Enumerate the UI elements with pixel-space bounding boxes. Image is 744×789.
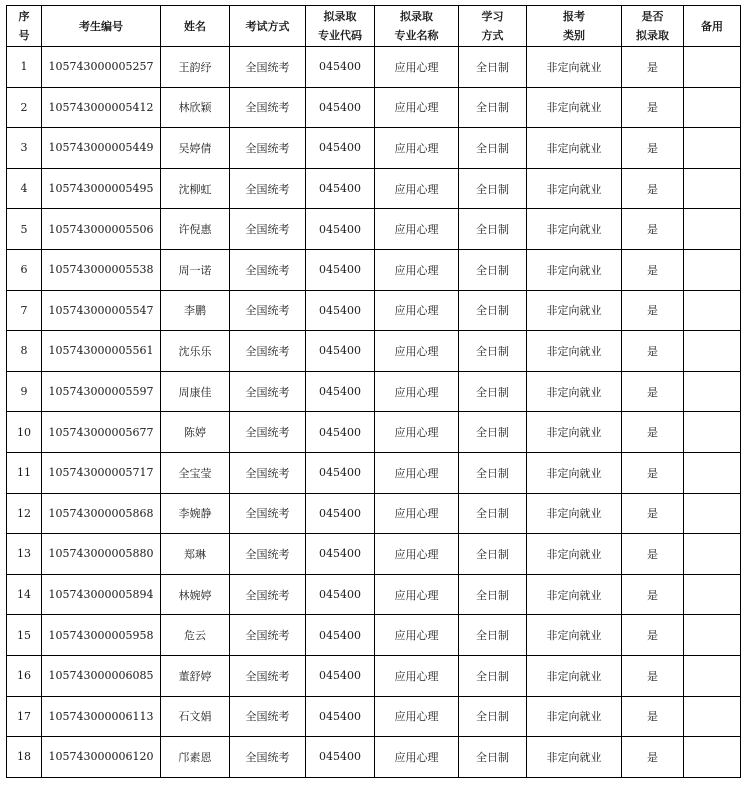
header-name <box>161 6 230 47</box>
cell-major-name: 应用心理 <box>375 128 459 169</box>
table-row <box>7 209 741 250</box>
header-remark-line: 备用 <box>701 19 723 33</box>
cell-candidate-id: 105743000005412 <box>42 87 161 128</box>
cell-admitted: 是 <box>622 574 684 615</box>
cell-admitted: 是 <box>622 128 684 169</box>
cell-candidate-id: 105743000005894 <box>42 574 161 615</box>
cell-remark <box>684 493 741 534</box>
header-major-name-line: 拟录取 <box>400 10 433 23</box>
cell-major-code: 045400 <box>306 47 375 88</box>
cell-remark <box>684 331 741 372</box>
cell-admitted: 是 <box>622 47 684 88</box>
cell-major-name: 应用心理 <box>375 47 459 88</box>
header-apply-category-line: 报考 <box>563 10 585 23</box>
cell-candidate-id: 105743000005597 <box>42 371 161 412</box>
cell-admitted: 是 <box>622 290 684 331</box>
header-seq-line: 序 <box>18 10 30 23</box>
cell-remark <box>684 412 741 453</box>
cell-name: 许倪惠 <box>161 209 230 250</box>
cell-seq: 6 <box>7 249 42 290</box>
header-remark <box>684 6 741 47</box>
cell-candidate-id: 105743000005449 <box>42 128 161 169</box>
cell-remark <box>684 371 741 412</box>
cell-study-mode: 全日制 <box>459 534 527 575</box>
cell-admitted: 是 <box>622 737 684 778</box>
cell-apply-category: 非定向就业 <box>527 249 622 290</box>
cell-seq: 5 <box>7 209 42 250</box>
cell-study-mode: 全日制 <box>459 737 527 778</box>
cell-major-code: 045400 <box>306 371 375 412</box>
header-exam-method <box>230 6 306 47</box>
cell-major-code: 045400 <box>306 290 375 331</box>
cell-remark <box>684 452 741 493</box>
cell-apply-category: 非定向就业 <box>527 655 622 696</box>
header-candidate-id-line: 考生编号 <box>79 19 123 33</box>
cell-candidate-id: 105743000005717 <box>42 452 161 493</box>
table-row <box>7 87 741 128</box>
cell-candidate-id: 105743000005506 <box>42 209 161 250</box>
cell-seq: 9 <box>7 371 42 412</box>
cell-remark <box>684 737 741 778</box>
table-row <box>7 452 741 493</box>
cell-major-code: 045400 <box>306 128 375 169</box>
cell-admitted: 是 <box>622 249 684 290</box>
cell-admitted: 是 <box>622 615 684 656</box>
cell-name: 林婉婷 <box>161 574 230 615</box>
cell-name: 吴婷倩 <box>161 128 230 169</box>
cell-seq: 8 <box>7 331 42 372</box>
cell-seq: 18 <box>7 737 42 778</box>
table-row <box>7 331 741 372</box>
cell-admitted: 是 <box>622 331 684 372</box>
table-row <box>7 615 741 656</box>
cell-major-name: 应用心理 <box>375 655 459 696</box>
header-row <box>7 6 741 47</box>
header-apply-category-line: 类别 <box>563 29 585 42</box>
cell-admitted: 是 <box>622 412 684 453</box>
cell-candidate-id: 105743000006113 <box>42 696 161 737</box>
header-name-line: 姓名 <box>184 19 206 33</box>
cell-name: 全宝莹 <box>161 452 230 493</box>
header-major-code-line: 专业代码 <box>318 29 362 42</box>
cell-study-mode: 全日制 <box>459 452 527 493</box>
cell-name: 陈婷 <box>161 412 230 453</box>
cell-apply-category: 非定向就业 <box>527 493 622 534</box>
cell-study-mode: 全日制 <box>459 168 527 209</box>
cell-exam-method: 全国统考 <box>230 249 306 290</box>
cell-candidate-id: 105743000005257 <box>42 47 161 88</box>
cell-remark <box>684 615 741 656</box>
header-admitted-line: 是否 <box>641 10 664 23</box>
cell-remark <box>684 290 741 331</box>
cell-admitted: 是 <box>622 452 684 493</box>
cell-major-name: 应用心理 <box>375 87 459 128</box>
cell-major-name: 应用心理 <box>375 290 459 331</box>
cell-exam-method: 全国统考 <box>230 574 306 615</box>
header-admitted <box>622 6 684 47</box>
cell-major-name: 应用心理 <box>375 371 459 412</box>
cell-study-mode: 全日制 <box>459 47 527 88</box>
cell-seq: 13 <box>7 534 42 575</box>
cell-exam-method: 全国统考 <box>230 615 306 656</box>
cell-seq: 3 <box>7 128 42 169</box>
cell-exam-method: 全国统考 <box>230 655 306 696</box>
cell-remark <box>684 249 741 290</box>
cell-exam-method: 全国统考 <box>230 452 306 493</box>
cell-name: 邝素恩 <box>161 737 230 778</box>
header-study-mode-line: 方式 <box>481 29 504 42</box>
table-row <box>7 249 741 290</box>
cell-candidate-id: 105743000005495 <box>42 168 161 209</box>
table-row <box>7 493 741 534</box>
cell-seq: 11 <box>7 452 42 493</box>
table-row <box>7 412 741 453</box>
cell-admitted: 是 <box>622 534 684 575</box>
admission-list-sheet <box>6 5 740 778</box>
header-candidate-id <box>42 6 161 47</box>
cell-name: 沈乐乐 <box>161 331 230 372</box>
cell-exam-method: 全国统考 <box>230 737 306 778</box>
table-row <box>7 574 741 615</box>
cell-candidate-id: 105743000005868 <box>42 493 161 534</box>
header-seq-line: 号 <box>18 29 30 42</box>
cell-seq: 7 <box>7 290 42 331</box>
cell-major-code: 045400 <box>306 615 375 656</box>
cell-major-name: 应用心理 <box>375 452 459 493</box>
cell-exam-method: 全国统考 <box>230 412 306 453</box>
cell-apply-category: 非定向就业 <box>527 209 622 250</box>
cell-admitted: 是 <box>622 655 684 696</box>
cell-name: 王韵纾 <box>161 47 230 88</box>
cell-seq: 14 <box>7 574 42 615</box>
cell-remark <box>684 534 741 575</box>
cell-candidate-id: 105743000005958 <box>42 615 161 656</box>
table-row <box>7 290 741 331</box>
cell-candidate-id: 105743000005880 <box>42 534 161 575</box>
cell-admitted: 是 <box>622 87 684 128</box>
cell-study-mode: 全日制 <box>459 331 527 372</box>
cell-apply-category: 非定向就业 <box>527 371 622 412</box>
header-exam-method-line: 考试方式 <box>245 19 290 33</box>
cell-major-code: 045400 <box>306 209 375 250</box>
header-admitted-line: 拟录取 <box>636 29 669 42</box>
cell-remark <box>684 128 741 169</box>
cell-major-code: 045400 <box>306 331 375 372</box>
cell-remark <box>684 574 741 615</box>
header-apply-category <box>527 6 622 47</box>
cell-exam-method: 全国统考 <box>230 696 306 737</box>
header-major-code-line: 拟录取 <box>323 10 357 23</box>
cell-admitted: 是 <box>622 168 684 209</box>
cell-major-code: 045400 <box>306 534 375 575</box>
cell-major-code: 045400 <box>306 249 375 290</box>
cell-remark <box>684 696 741 737</box>
cell-remark <box>684 47 741 88</box>
header-study-mode-line: 学习 <box>481 10 504 23</box>
cell-study-mode: 全日制 <box>459 290 527 331</box>
cell-study-mode: 全日制 <box>459 128 527 169</box>
cell-study-mode: 全日制 <box>459 209 527 250</box>
cell-name: 郑琳 <box>161 534 230 575</box>
cell-name: 石文娟 <box>161 696 230 737</box>
cell-exam-method: 全国统考 <box>230 209 306 250</box>
cell-name: 周康佳 <box>161 371 230 412</box>
cell-major-code: 045400 <box>306 696 375 737</box>
cell-seq: 12 <box>7 493 42 534</box>
cell-major-code: 045400 <box>306 574 375 615</box>
cell-major-code: 045400 <box>306 452 375 493</box>
cell-exam-method: 全国统考 <box>230 168 306 209</box>
table-row <box>7 371 741 412</box>
cell-study-mode: 全日制 <box>459 412 527 453</box>
cell-study-mode: 全日制 <box>459 696 527 737</box>
table-row <box>7 534 741 575</box>
cell-major-name: 应用心理 <box>375 737 459 778</box>
cell-exam-method: 全国统考 <box>230 331 306 372</box>
cell-apply-category: 非定向就业 <box>527 47 622 88</box>
admission-list-table <box>6 5 741 778</box>
cell-major-name: 应用心理 <box>375 249 459 290</box>
cell-major-name: 应用心理 <box>375 534 459 575</box>
cell-major-name: 应用心理 <box>375 615 459 656</box>
cell-apply-category: 非定向就业 <box>527 87 622 128</box>
cell-name: 沈柳虹 <box>161 168 230 209</box>
cell-major-code: 045400 <box>306 168 375 209</box>
cell-apply-category: 非定向就业 <box>527 290 622 331</box>
table-row <box>7 168 741 209</box>
cell-major-name: 应用心理 <box>375 331 459 372</box>
cell-seq: 15 <box>7 615 42 656</box>
cell-major-name: 应用心理 <box>375 493 459 534</box>
cell-candidate-id: 105743000006120 <box>42 737 161 778</box>
cell-major-name: 应用心理 <box>375 209 459 250</box>
header-major-code <box>306 6 375 47</box>
cell-exam-method: 全国统考 <box>230 128 306 169</box>
cell-name: 林欣颖 <box>161 87 230 128</box>
cell-apply-category: 非定向就业 <box>527 737 622 778</box>
cell-candidate-id: 105743000005547 <box>42 290 161 331</box>
cell-exam-method: 全国统考 <box>230 371 306 412</box>
cell-study-mode: 全日制 <box>459 615 527 656</box>
cell-major-code: 045400 <box>306 412 375 453</box>
cell-exam-method: 全国统考 <box>230 290 306 331</box>
table-row <box>7 737 741 778</box>
cell-major-code: 045400 <box>306 87 375 128</box>
cell-study-mode: 全日制 <box>459 655 527 696</box>
cell-major-name: 应用心理 <box>375 574 459 615</box>
table-row <box>7 655 741 696</box>
cell-remark <box>684 655 741 696</box>
table-row <box>7 696 741 737</box>
cell-apply-category: 非定向就业 <box>527 615 622 656</box>
cell-apply-category: 非定向就业 <box>527 168 622 209</box>
cell-major-code: 045400 <box>306 493 375 534</box>
table-row <box>7 47 741 88</box>
cell-candidate-id: 105743000005538 <box>42 249 161 290</box>
cell-apply-category: 非定向就业 <box>527 128 622 169</box>
cell-exam-method: 全国统考 <box>230 534 306 575</box>
cell-seq: 16 <box>7 655 42 696</box>
cell-major-name: 应用心理 <box>375 696 459 737</box>
cell-apply-category: 非定向就业 <box>527 331 622 372</box>
cell-apply-category: 非定向就业 <box>527 412 622 453</box>
cell-study-mode: 全日制 <box>459 249 527 290</box>
cell-study-mode: 全日制 <box>459 87 527 128</box>
cell-study-mode: 全日制 <box>459 371 527 412</box>
cell-major-name: 应用心理 <box>375 168 459 209</box>
cell-admitted: 是 <box>622 371 684 412</box>
cell-remark <box>684 209 741 250</box>
cell-remark <box>684 168 741 209</box>
header-seq <box>7 6 42 47</box>
cell-study-mode: 全日制 <box>459 574 527 615</box>
cell-seq: 10 <box>7 412 42 453</box>
cell-major-name: 应用心理 <box>375 412 459 453</box>
header-study-mode <box>459 6 527 47</box>
cell-name: 李婉静 <box>161 493 230 534</box>
cell-remark <box>684 87 741 128</box>
table-row <box>7 128 741 169</box>
cell-seq: 2 <box>7 87 42 128</box>
cell-apply-category: 非定向就业 <box>527 534 622 575</box>
cell-name: 周一诺 <box>161 249 230 290</box>
cell-exam-method: 全国统考 <box>230 493 306 534</box>
cell-candidate-id: 105743000005677 <box>42 412 161 453</box>
cell-name: 李鹏 <box>161 290 230 331</box>
cell-candidate-id: 105743000005561 <box>42 331 161 372</box>
cell-seq: 1 <box>7 47 42 88</box>
cell-seq: 17 <box>7 696 42 737</box>
header-major-name-line: 专业名称 <box>394 29 439 42</box>
cell-major-code: 045400 <box>306 655 375 696</box>
cell-apply-category: 非定向就业 <box>527 452 622 493</box>
cell-exam-method: 全国统考 <box>230 47 306 88</box>
table-body <box>7 47 741 778</box>
cell-candidate-id: 105743000006085 <box>42 655 161 696</box>
cell-admitted: 是 <box>622 209 684 250</box>
cell-apply-category: 非定向就业 <box>527 574 622 615</box>
cell-seq: 4 <box>7 168 42 209</box>
cell-study-mode: 全日制 <box>459 493 527 534</box>
cell-major-code: 045400 <box>306 737 375 778</box>
header-major-name <box>375 6 459 47</box>
cell-admitted: 是 <box>622 696 684 737</box>
cell-apply-category: 非定向就业 <box>527 696 622 737</box>
cell-exam-method: 全国统考 <box>230 87 306 128</box>
cell-name: 危云 <box>161 615 230 656</box>
cell-name: 董舒婷 <box>161 655 230 696</box>
cell-admitted: 是 <box>622 493 684 534</box>
